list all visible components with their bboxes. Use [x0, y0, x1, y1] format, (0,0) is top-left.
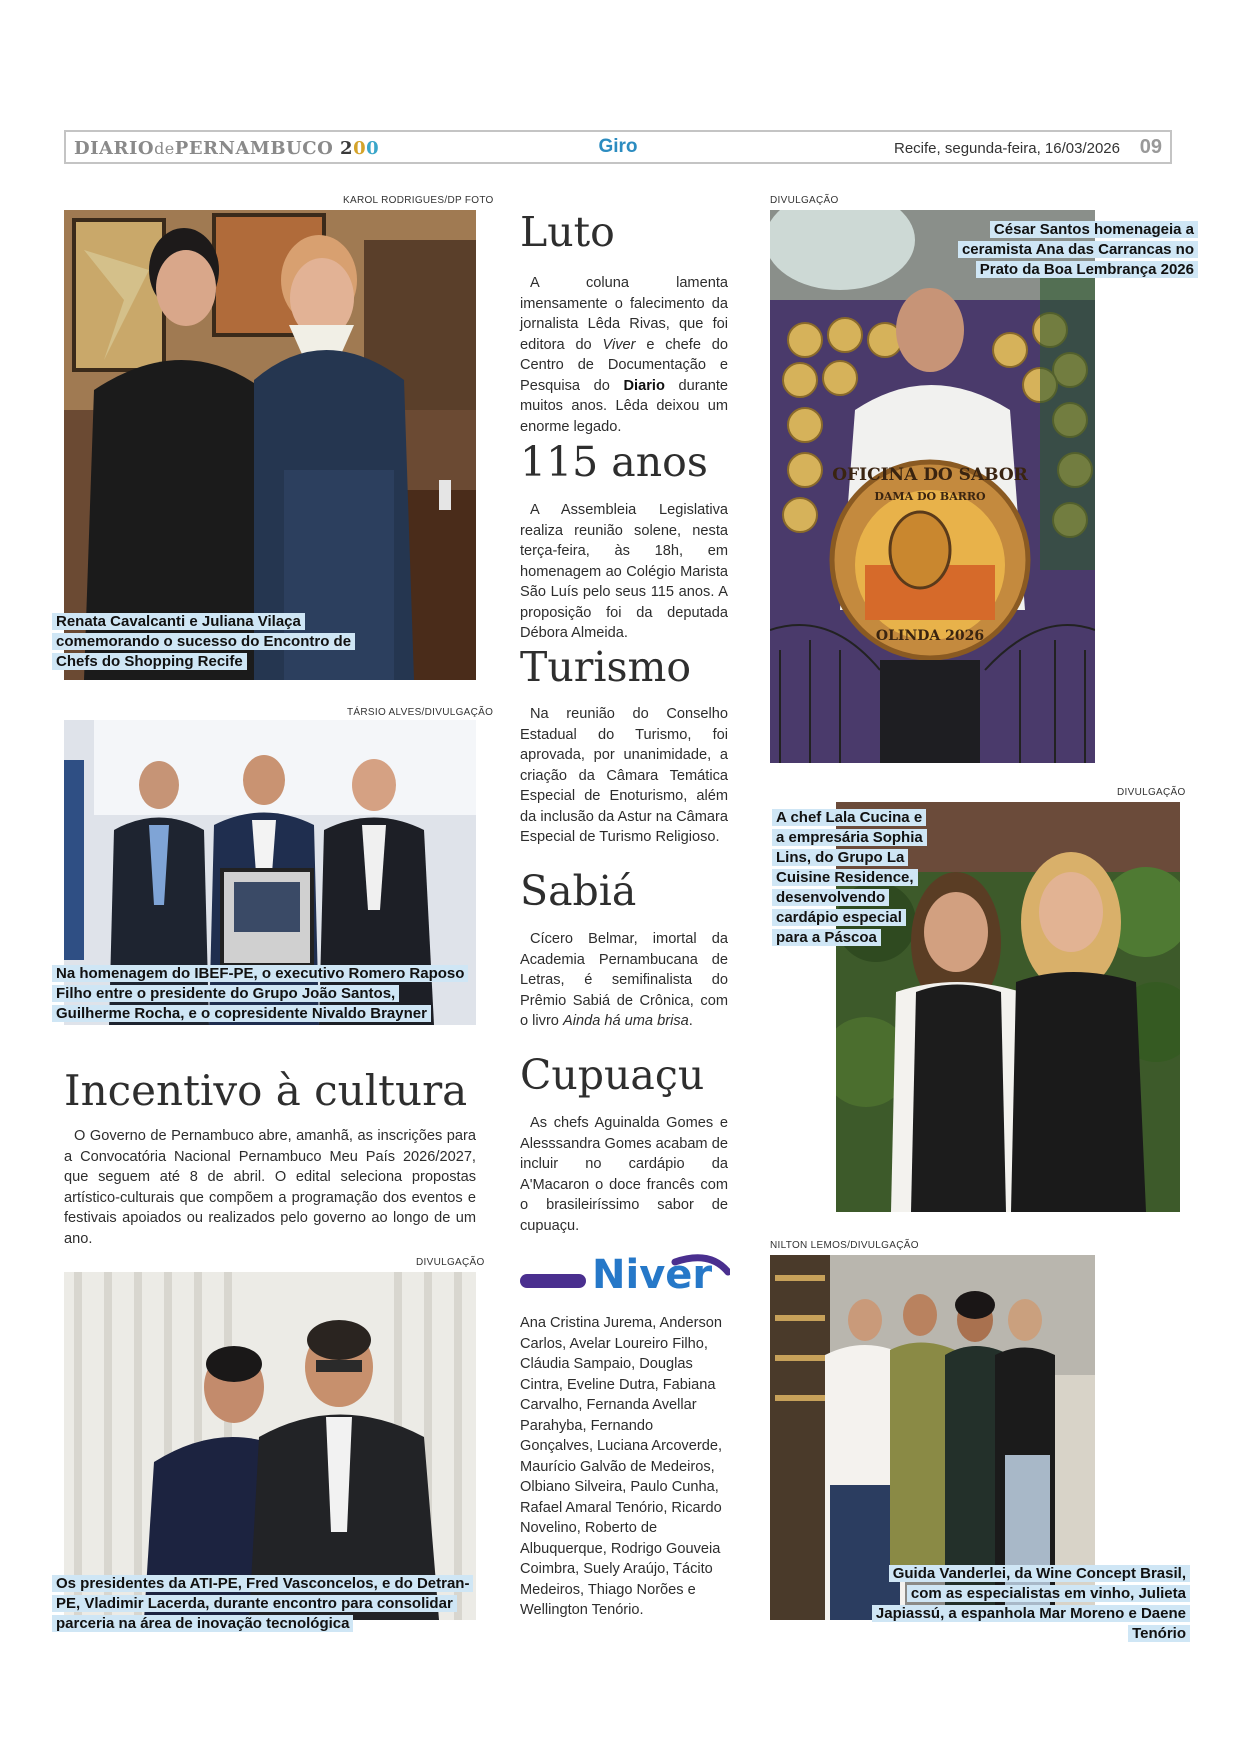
- note-body-luto: A coluna lamenta imensamente o falecimento da jornalista Lêda Rivas, que foi editora do Viver e chefe do Centro de Documentação e Pesquisa do Diario durante muitos anos. Lêda deixou um enorme legado.: [520, 275, 729, 435]
- section-title: Giro: [598, 136, 638, 157]
- note-body-115-anos: A Assembleia Legislativa realiza reunião solene, nesta terça-feira, às 18h, em homenagem ao Colégio Marista São Luís pelo seus 115 anos. A proposição foi da deputada Débora Almeida.: [520, 502, 728, 641]
- photo-caption: César Santos homenageia a ceramista Ana das Carrancas no Prato da Boa Lembrança 2026: [948, 220, 1198, 280]
- plate-text: OFICINA DO SABOR: [832, 465, 1028, 485]
- page-header: [64, 130, 1172, 164]
- photo-caption: Na homenagem do IBEF-PE, o executivo Romero Raposo Filho entre o presidente do Grupo João Santos, Guilherme Rocha, e o copresidente Nivaldo Brayner: [52, 964, 472, 1024]
- photo-credit: NILTON LEMOS/DIVULGAÇÃO: [770, 1240, 919, 1251]
- photo-ati-detran: [64, 1272, 476, 1620]
- photo-cesar-santos: [770, 210, 1095, 763]
- dateline: Recife, segunda-feira, 16/03/2026: [894, 140, 1120, 157]
- photo-chefs-encontro: [64, 210, 476, 680]
- note-body-cupuacu: As chefs Aguinalda Gomes e Alesssandra Gomes acabam de incluir no cardápio da A'Macaron o doce francês com o brasileiríssimo sabor de cupuaçu.: [520, 1115, 728, 1234]
- note-title-turismo: Turismo: [520, 643, 692, 691]
- article-body-incentivo: O Governo de Pernambuco abre, amanhã, as inscrições para a Convocatória Nacional Pernambuco Meu País 2026/2027, que seguem até 8 de abril. O edital seleciona propostas artístico-culturais que compõem a programação dos eventos e festivais apoiados ou realizados pelo governo ao longo de um ano.: [64, 1128, 476, 1247]
- note-title-cupuacu: Cupuaçu: [520, 1051, 705, 1099]
- niver-header: [520, 1250, 730, 1300]
- photo-caption: A chef Lala Cucina e a empresária Sophia Lins, do Grupo La Cuisine Residence, desenvolvendo cardápio especial para a Páscoa: [772, 808, 932, 948]
- newspaper-logo: DIARIOdePERNAMBUCO 200: [74, 138, 380, 159]
- photo-credit: DIVULGAÇÃO: [416, 1257, 485, 1268]
- photo-caption: Renata Cavalcanti e Juliana Vilaça comemorando o sucesso do Encontro de Chefs do Shopping Recife: [52, 612, 352, 672]
- note-body-turismo: Na reunião do Conselho Estadual do Turismo, foi aprovada, por unanimidade, a criação da Câmara Temática Especial de Enoturismo, além da inclusão da Astur na Câmara Especial de Turismo Religioso.: [520, 706, 728, 845]
- note-title-115-anos: 115 anos: [520, 438, 708, 486]
- plate-text: DAMA DO BARRO: [874, 490, 986, 503]
- page-number: 09: [1139, 136, 1162, 158]
- photo-caption: Guida Vanderlei, da Wine Concept Brasil, com as especialistas em vinho, Julieta Japiassú, a espanhola Mar Moreno e Daene Tenório: [860, 1564, 1190, 1644]
- photo-caption: Os presidentes da ATI-PE, Fred Vasconcelos, e do Detran-PE, Vladimir Lacerda, durante encontro para consolidar parceria na área de inovação tecnológica: [52, 1574, 472, 1634]
- photo-credit: DIVULGAÇÃO: [1117, 787, 1186, 798]
- photo-credit: DIVULGAÇÃO: [770, 195, 839, 206]
- note-title-sabia: Sabiá: [520, 867, 637, 915]
- note-title-luto: Luto: [520, 208, 615, 256]
- niver-names: Ana Cristina Jurema, Anderson Carlos, Avelar Loureiro Filho, Cláudia Sampaio, Douglas Cintra, Eveline Dutra, Fabiana Carvalho, Fernanda Avellar Parahyba, Fernando Gonçalves, Luciana Arcoverde, Maurício Galvão de Medeiros, Olbiano Silveira, Paulo Cunha, Rafael Amaral Tenório, Ricardo Novelino, Roberto de Albuquerque, Rodrigo Gouveia Coimbra, Suely Araújo, Tácito Medeiros, Thiago Norões e Wellington Tenório.: [520, 1315, 722, 1618]
- photo-credit: KAROL RODRIGUES/DP FOTO: [343, 195, 494, 206]
- article-title-incentivo: Incentivo à cultura: [64, 1066, 468, 1115]
- photo-credit: TÁRSIO ALVES/DIVULGAÇÃO: [347, 707, 494, 718]
- plate-text: OLINDA 2026: [875, 628, 985, 644]
- niver-title: Niver: [592, 1252, 713, 1298]
- note-body-sabia: Cícero Belmar, imortal da Academia Pernambucana de Letras, é semifinalista do Prêmio Sabiá de Crônica, com o livro Ainda há uma brisa.: [520, 931, 728, 1029]
